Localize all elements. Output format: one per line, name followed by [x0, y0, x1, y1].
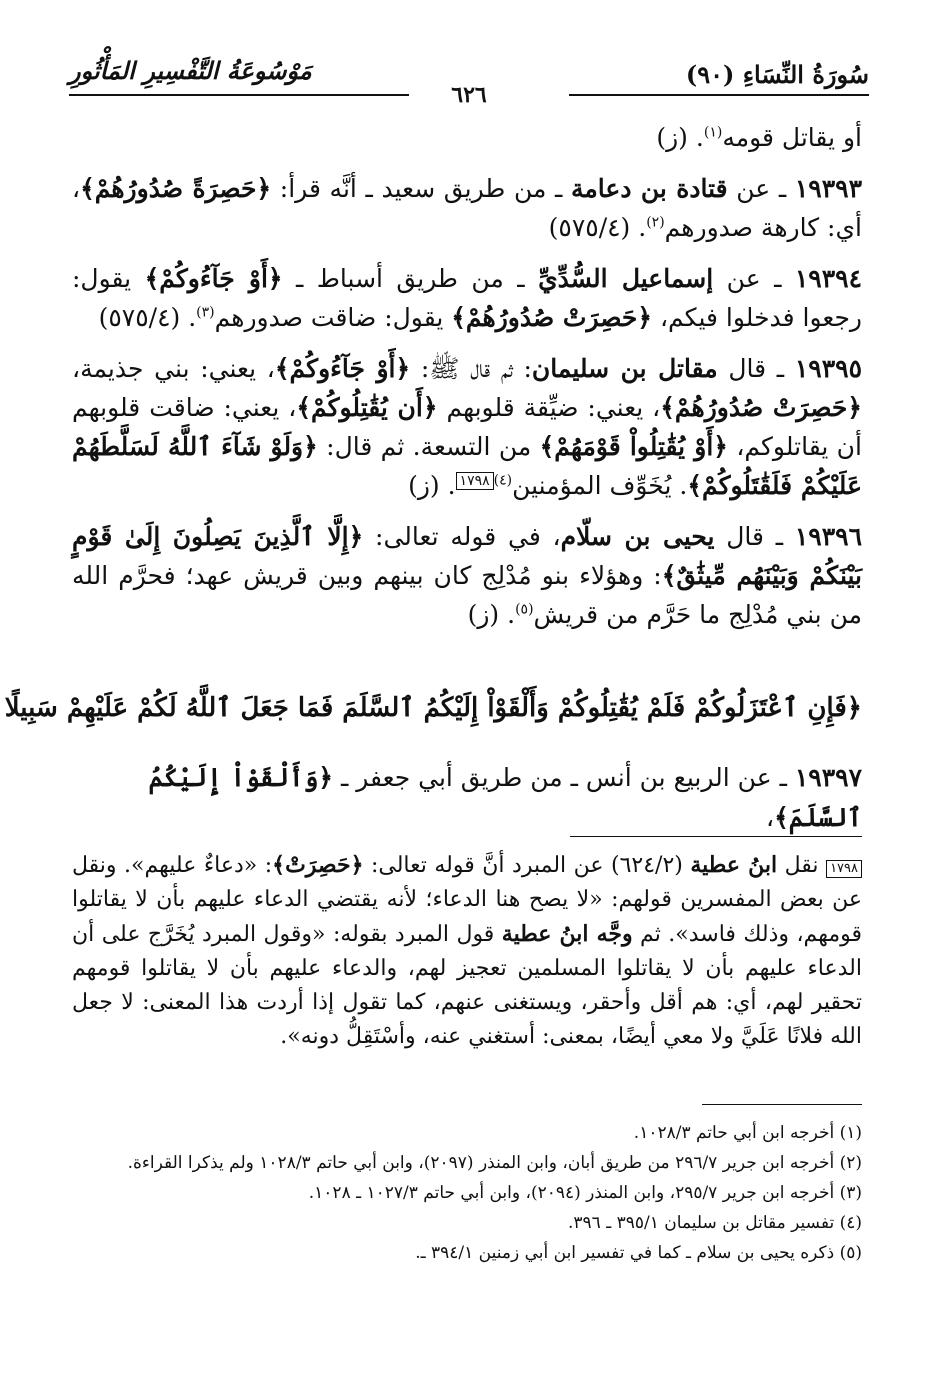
footnote-item: (٢) أخرجه ابن جرير ٢٩٦/٧ من طريق أبان، وابن المنذر (٢٠٩٧)، وابن أبي حاتم ١٠٢٨/٣ ولم يذكرا القراءة.: [128, 1153, 863, 1173]
footnote-item: (١) أخرجه ابن أبي حاتم ١٠٢٨/٣.: [634, 1123, 863, 1143]
paragraph-19396: ١٩٣٩٦ ـ قال يحيى بن سلّام، في قوله تعالى: ﴿إِلَّا ٱلَّذِينَ يَصِلُونَ إِلَىٰ قَوْمٍ بَيْنَكُمْ وَبَيْنَهُم مِّيثَٰقٌ﴾: وهؤلاء بنو مُدْلِج كان بينهم وبين قريش عهد؛ فحرَّم الله من بني مُدْلِج ما حَرَّم من قريش$^{(٥)}$. (ز): [73, 522, 864, 629]
scholar-name: ابنُ عطية: [691, 852, 779, 878]
paragraph-19393: ١٩٣٩٣ ـ عن قتادة بن دعامة ـ من طريق سعيد ـ أنَّه قرأ: ﴿حَصِرَةً صُدُورُهُمْ﴾، أي: كارهة صدورهم$^{(٢)}$. (٥٧٥/٤): [73, 174, 863, 242]
narrator-name: يحيى بن سلّام: [561, 522, 716, 551]
verse-heading: [5, 693, 863, 725]
header-rule-right: [570, 94, 870, 96]
header-rule-left: [70, 94, 410, 96]
quran-quote: ﴿إِلَّا ٱلَّذِينَ يَصِلُونَ إِلَىٰ قَوْمٍ بَيْنَكُمْ وَبَيْنَهُم مِّيثَٰقٌ﴾: [73, 522, 864, 590]
surah-title: سُورَةُ النِّسَاءِ (٩٠): [686, 60, 870, 89]
footnote-item: (٥) ذكره يحيى بن سلام ـ كما في تفسير ابن أبي زمنين ٣٩٤/١ ـ.: [416, 1243, 863, 1263]
quran-quote: ﴿أَوْ يُقَٰتِلُواْ قَوْمَهُمْ﴾: [540, 432, 729, 461]
footnote-marker: (٢): [647, 214, 666, 231]
narrator-name: مقاتل بن سليمان: [532, 354, 719, 383]
quran-quote: ﴿أَوْ جَآءُوكُمْ﴾: [275, 354, 412, 383]
footnote-marker: (١): [704, 124, 724, 141]
narrator-name: الربيع بن أنس: [586, 763, 731, 792]
verse-text: ﴿فَإِنِ ٱعْتَزَلُوكُمْ فَلَمْ يُقَٰتِلُوكُمْ وَأَلْقَوْاْ إِلَيْكُمُ ٱلسَّلَمَ فَمَا جَعَلَ ٱللَّهُ لَكُمْ عَلَيْهِمْ سَبِيلًا: [5, 693, 863, 723]
paragraph-19394: ١٩٣٩٤ ـ عن إسماعيل السُّدِّيِّ ـ من طريق أسباط ـ ﴿أَوْ جَآءُوكُمْ﴾ يقول: رجعوا فدخلوا فيكم، ﴿حَصِرَتْ صُدُورُهُمْ﴾ يقول: ضاقت صدورهم$^{(٣)}$. (٥٧٥/٤): [73, 264, 863, 332]
narrator-name: قتادة بن دعامة: [572, 174, 729, 203]
footnotes: [73, 1118, 863, 1268]
note-ref-box: ١٧٩٨: [457, 472, 495, 490]
narration-number: ١٩٣٩٤: [795, 264, 863, 293]
note-ref-box: ١٧٩٨: [827, 860, 863, 878]
paragraph-continuation: أو يقاتل قومه$^{(١)}$. (ز): [657, 123, 863, 152]
narrator-name: إسماعيل السُّدِّيِّ: [539, 264, 715, 293]
footnote-marker: (٤): [494, 472, 514, 489]
narration-number: ١٩٣٩٣: [795, 174, 863, 203]
narration-number: ١٩٣٩٥: [795, 354, 863, 383]
quran-quote: ﴿وَأَلْقَوْاْ إِلَيْكُمُ ٱلسَّلَمَ﴾: [149, 763, 863, 832]
quran-quote: ﴿حَصِرَتْ صُدُورُهُمْ﴾: [661, 393, 864, 422]
paragraph-19395: ١٩٣٩٥ ـ قال مقاتل بن سليمان: ثم قال ﷺ: ﴿أَوْ جَآءُوكُمْ﴾، يعني: بني جذيمة، ﴿حَصِرَتْ صُدُورُهُمْ﴾، يعني: ضيِّقة قلوبهم ﴿أَن يُقَٰتِلُوكُمْ﴾، يعني: ضاقت قلوبهم أن يقاتلوكم، ﴿أَوْ يُقَٰتِلُواْ قَوْمَهُمْ﴾ من التسعة. ثم قال: ﴿وَلَوْ شَآءَ ٱللَّهُ لَسَلَّطَهُمْ عَلَيْكُمْ فَلَقَٰتَلُوكُمْ﴾. يُخَوِّف المؤمنين$^{(٤)}$١٧٩٨. (ز): [73, 354, 864, 500]
main-text: [73, 118, 863, 646]
book-title: مَوْسُوعَةُ التَّفْسِيرِ المَأْثُورِ: [70, 56, 313, 85]
quran-quote: ﴿حَصِرَتْ﴾: [273, 852, 365, 878]
commentary-note: ١٧٩٨ نقل ابنُ عطية (٦٢٤/٢) عن المبرد أنَّ قوله تعالى: ﴿حَصِرَتْ﴾: «دعاءٌ عليهم». ونقل عن بعض المفسرين قولهم: «لا يصح هنا الدعاء؛ لأنه يقتضي الدعاء عليهم بأن لا يقاتلوا قومهم، وذلك فاسد». ثم وجَّه ابنُ عطية قول المبرد بقوله: «وقول المبرد يُخَرَّج على أن الدعاء عليهم بأن لا يقاتلوا المسلمين تعجيز لهم، والدعاء عليهم بأن لا يقاتلوا قومهم تحقير لهم، أي: هم أقل وأحقر، ويستغنى عنهم، كما تقول إذا أردت هذا المعنى: لا جعل الله فلانًا عَلَيَّ ولا معي أيضًا، بمعنى: أستغني عنه، وأسْتَقِلُّ دونه».: [73, 852, 864, 1049]
narration-number: ١٩٣٩٦: [795, 522, 864, 551]
paragraph-19397: ١٩٣٩٧ ـ عن الربيع بن أنس ـ من طريق أبي جعفر ـ ﴿وَأَلْقَوْاْ إِلَيْكُمُ ٱلسَّلَمَ﴾،: [149, 763, 863, 832]
footnote-item: (٤) تفسير مقاتل بن سليمان ٣٩٥/١ ـ ٣٩٦.: [569, 1213, 863, 1233]
quran-quote: ﴿أَن يُقَٰتِلُوكُمْ﴾: [297, 393, 439, 422]
page-number: ٦٢٦: [442, 82, 497, 108]
page-header: [70, 52, 870, 108]
quran-quote: ﴿حَصِرَةً صُدُورُهُمْ﴾: [81, 174, 273, 203]
quran-quote: ﴿حَصِرَتْ صُدُورُهُمْ﴾: [452, 303, 654, 332]
quran-quote: ﴿أَوْ جَآءُوكُمْ﴾: [145, 264, 284, 293]
quran-quote: ﴿وَلَوْ شَآءَ ٱللَّهُ لَسَلَّطَهُمْ عَلَيْكُمْ فَلَقَٰتَلُوكُمْ﴾: [73, 432, 863, 500]
footnote-marker: (٥): [516, 601, 535, 618]
footnote-item: (٣) أخرجه ابن جرير ٢٩٥/٧، وابن المنذر (٢٠٩٤)، وابن أبي حاتم ١٠٢٧/٣ ـ ١٠٢٨.: [309, 1183, 863, 1203]
narration-number: ١٩٣٩٧: [795, 763, 863, 792]
footnote-separator: [703, 1104, 863, 1105]
scholar-name: وجَّه ابنُ عطية: [502, 921, 634, 947]
footnote-marker: (٣): [197, 304, 216, 321]
note-separator: [571, 836, 863, 837]
